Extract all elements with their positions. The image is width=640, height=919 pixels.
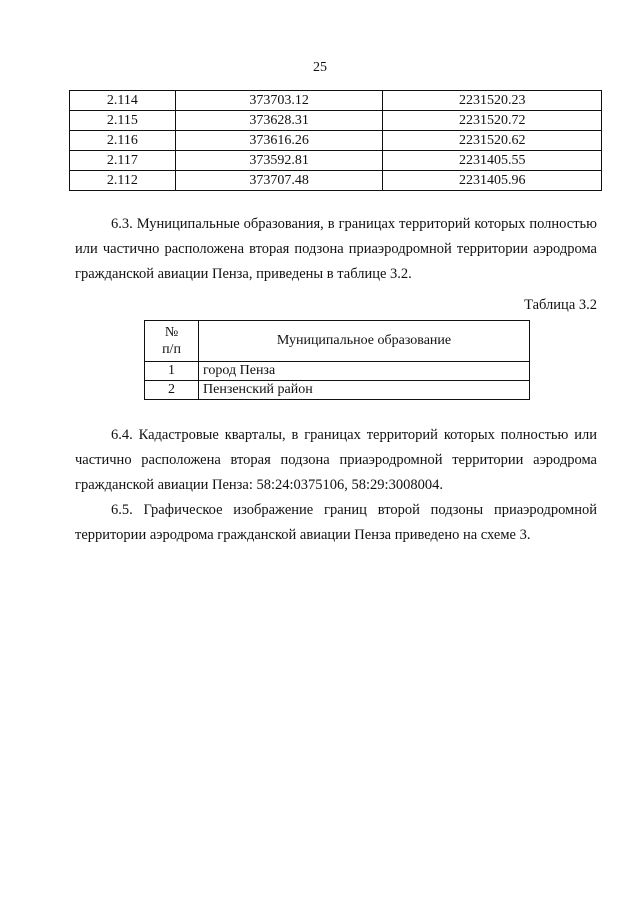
point-id-cell: 2.115 xyxy=(70,111,176,131)
table-row xyxy=(70,111,602,131)
table-row xyxy=(70,91,602,111)
table-row xyxy=(145,362,530,381)
paragraph-6-4: 6.4. Кадастровые кварталы, в границах территорий которых полностью или частично расположена вторая подзона приаэродромной территории аэродрома гражданской авиации Пенза: 58:24:0375106, 58:29:3008004. xyxy=(75,427,597,493)
point-id-cell: 2.112 xyxy=(70,171,176,191)
municipal-table xyxy=(144,320,530,400)
x-coordinate-cell: 373592.81 xyxy=(175,151,383,171)
table-row xyxy=(70,151,602,171)
table-row xyxy=(70,171,602,191)
paragraph-6-5: 6.5. Графическое изображение границ второй подзоны приаэродромной территории аэродрома гражданской авиации Пенза приведено на схеме 3. xyxy=(75,502,597,543)
header-number-sublabel: п/п xyxy=(162,342,181,357)
point-id-cell: 2.116 xyxy=(70,131,176,151)
municipality-name-cell: город Пенза xyxy=(199,362,530,381)
y-coordinate-cell: 2231405.96 xyxy=(383,171,602,191)
y-coordinate-cell: 2231520.62 xyxy=(383,131,602,151)
table-header-row xyxy=(145,321,530,362)
paragraph-6-3: 6.3. Муниципальные образования, в границах территорий которых полностью или частично расположена вторая подзона приаэродромной территории аэродрома гражданской авиации Пенза, приведены в таблице 3.2. xyxy=(75,216,597,282)
row-number-cell: 1 xyxy=(145,362,199,381)
coordinates-table xyxy=(69,90,602,191)
table-row xyxy=(70,131,602,151)
point-id-cell: 2.114 xyxy=(70,91,176,111)
x-coordinate-cell: 373628.31 xyxy=(175,111,383,131)
municipality-name-cell: Пензенский район xyxy=(199,381,530,400)
y-coordinate-cell: 2231405.55 xyxy=(383,151,602,171)
x-coordinate-cell: 373616.26 xyxy=(175,131,383,151)
row-number-cell: 2 xyxy=(145,381,199,400)
table-caption: Таблица 3.2 xyxy=(524,297,597,313)
table-row xyxy=(145,381,530,400)
page-number: 25 xyxy=(313,60,327,75)
y-coordinate-cell: 2231520.72 xyxy=(383,111,602,131)
header-number-cell xyxy=(145,321,199,362)
header-number-label: № xyxy=(164,325,179,340)
header-name-cell: Муниципальное образование xyxy=(199,321,530,362)
x-coordinate-cell: 373703.12 xyxy=(175,91,383,111)
point-id-cell: 2.117 xyxy=(70,151,176,171)
x-coordinate-cell: 373707.48 xyxy=(175,171,383,191)
y-coordinate-cell: 2231520.23 xyxy=(383,91,602,111)
